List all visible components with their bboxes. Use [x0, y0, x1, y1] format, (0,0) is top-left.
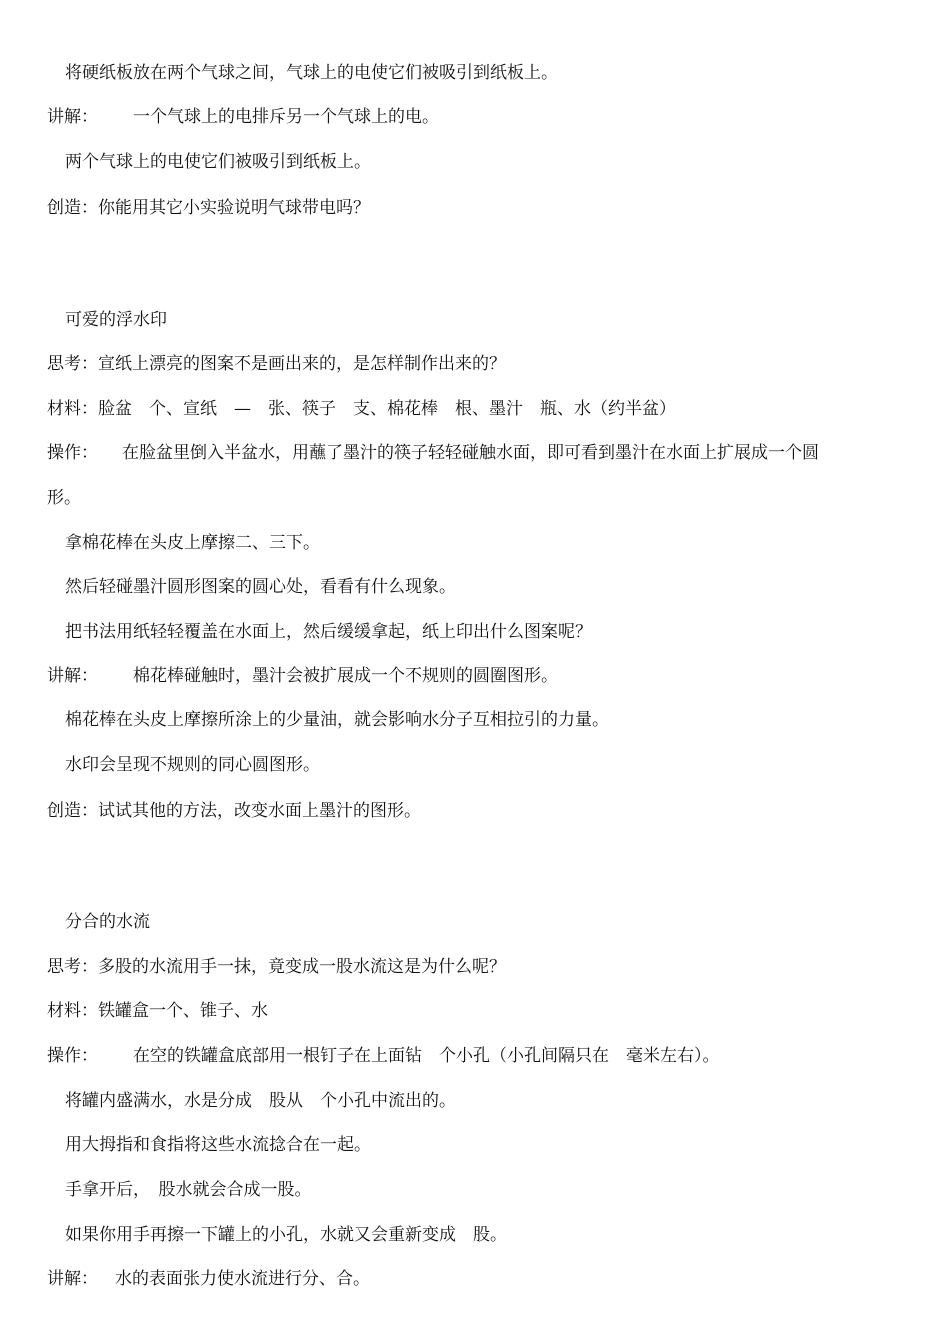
step-line: 手拿开后， 股水就会合成一股。: [65, 1180, 312, 1200]
explain-label: 讲解：: [47, 107, 98, 127]
materials-line: 材料：铁罐盒一个、锥子、水: [47, 1001, 268, 1021]
step-line: 拿棉花棒在头皮上摩擦二、三下。: [65, 533, 320, 553]
step-line: 然后轻碰墨汁圆形图案的圆心处，看看有什么现象。: [65, 577, 456, 597]
operation-continuation: 形。: [47, 488, 81, 508]
explain-label: 讲解：: [47, 1269, 98, 1289]
operation-label: 操作：: [47, 1046, 98, 1066]
step-line: 将罐内盛满水，水是分成 股从 个小孔中流出的。: [65, 1091, 456, 1111]
think-line: 思考：多股的水流用手一抹，竟变成一股水流这是为什么呢？: [47, 957, 506, 977]
section-title: 分合的水流: [65, 912, 150, 932]
explain-text: 一个气球上的电排斥另一个气球上的电。: [133, 107, 439, 127]
create-line: 创造：试试其他的方法，改变水面上墨汁的图形。: [47, 801, 421, 821]
operation-text: 在脸盆里倒入半盆水，用蘸了墨汁的筷子轻轻碰触水面，即可看到墨汁在水面上扩展成一个圆: [122, 443, 819, 463]
step-line: 把书法用纸轻轻覆盖在水面上，然后缓缓拿起，纸上印出什么图案呢？: [65, 622, 592, 642]
explain-text: 棉花棒碰触时，墨汁会被扩展成一个不规则的圆圈图形。: [133, 666, 558, 686]
think-line: 思考：宣纸上漂亮的图案不是画出来的，是怎样制作出来的？: [47, 354, 506, 374]
create-line: 创造：你能用其它小实验说明气球带电吗？: [47, 198, 370, 218]
step-line: 用大拇指和食指将这些水流捻合在一起。: [65, 1135, 371, 1155]
step-line: 如果你用手再擦一下罐上的小孔，水就又会重新变成 股。: [65, 1225, 507, 1245]
paragraph-line: 两个气球上的电使它们被吸引到纸板上。: [65, 152, 371, 172]
operation-label: 操作：: [47, 443, 98, 463]
materials-line: 材料：脸盆 个、宣纸 — 张、筷子 支、棉花棒 根、墨汁 瓶、水（约半盆）: [47, 399, 676, 419]
operation-text: 在空的铁罐盒底部用一根钉子在上面钻 个小孔（小孔间隔只在 毫米左右）。: [133, 1046, 720, 1066]
section-title: 可爱的浮水印: [65, 310, 167, 330]
paragraph-line: 将硬纸板放在两个气球之间，气球上的电使它们被吸引到纸板上。: [65, 63, 558, 83]
explain-line: 水印会呈现不规则的同心圆图形。: [65, 755, 320, 775]
explain-label: 讲解：: [47, 666, 98, 686]
explain-line: 棉花棒在头皮上摩擦所涂上的少量油，就会影响水分子互相拉引的力量。: [65, 710, 609, 730]
explain-text: 水的表面张力使水流进行分、合。: [115, 1269, 370, 1289]
